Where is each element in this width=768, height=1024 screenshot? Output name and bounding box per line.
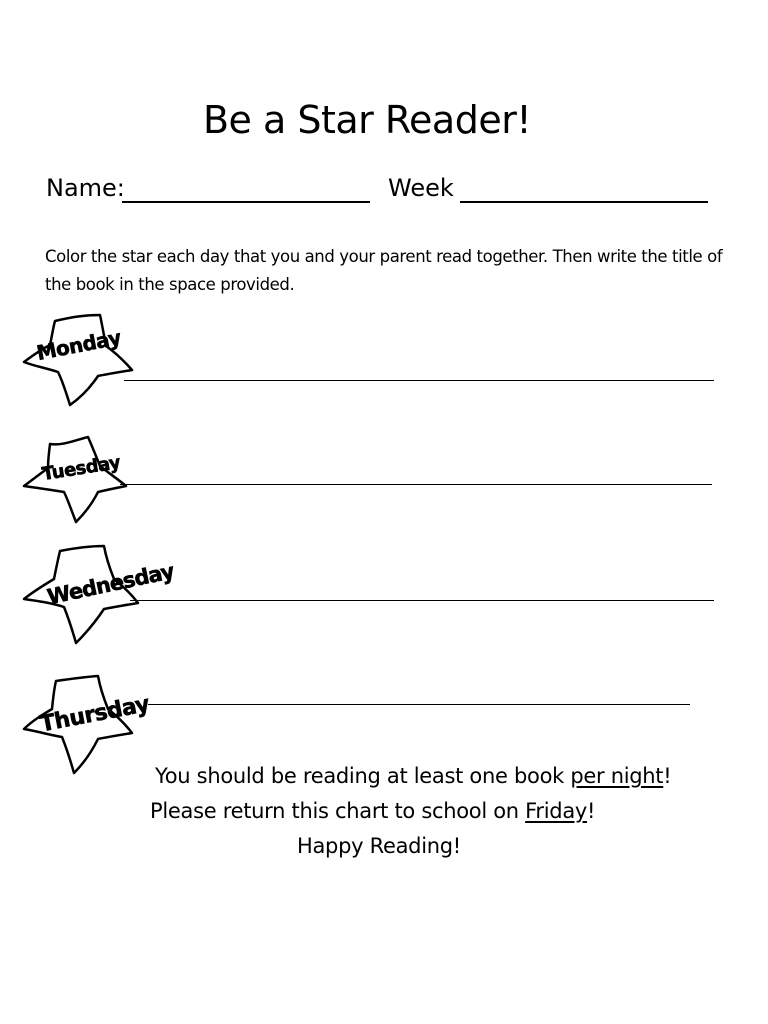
tuesday-book-line[interactable]: [120, 484, 712, 485]
reading-goal-prefix: You should be reading at least one book: [155, 764, 571, 788]
monday-star[interactable]: [20, 312, 135, 412]
day-label-thursday: Thursday: [38, 691, 152, 738]
star-icon: [20, 673, 155, 775]
reading-goal-emphasis: per night: [570, 764, 664, 788]
worksheet-title: Be a Star Reader!: [202, 98, 532, 142]
return-chart-text: [0, 799, 768, 823]
name-blank[interactable]: [122, 201, 370, 203]
return-chart-day: Friday: [525, 799, 588, 823]
name-week-row: [46, 170, 716, 210]
week-label: Week: [388, 174, 454, 202]
monday-book-line[interactable]: [124, 380, 714, 381]
star-icon: [20, 543, 185, 647]
thursday-book-line[interactable]: [148, 704, 690, 705]
week-blank[interactable]: [460, 201, 708, 203]
return-chart-prefix: Please return this chart to school on: [150, 799, 526, 823]
thursday-star[interactable]: [20, 673, 155, 775]
day-label-tuesday: Tuesday: [40, 452, 122, 486]
happy-reading-text: Happy Reading!: [297, 834, 461, 858]
return-chart-suffix: !: [587, 799, 596, 823]
star-icon: [20, 434, 135, 526]
tuesday-star[interactable]: [20, 434, 135, 526]
reading-goal-text: [0, 764, 768, 788]
day-label-monday: Monday: [34, 325, 123, 366]
star-icon: [20, 312, 135, 412]
name-label: Name:: [46, 174, 125, 202]
reading-goal-suffix: !: [663, 764, 672, 788]
wednesday-star[interactable]: [20, 543, 185, 647]
wednesday-book-line[interactable]: [130, 600, 714, 601]
instructions-text: Color the star each day that you and your parent read together. Then write the title of the book in the space provided.: [45, 247, 723, 294]
day-label-wednesday: Wednesday: [45, 559, 176, 610]
